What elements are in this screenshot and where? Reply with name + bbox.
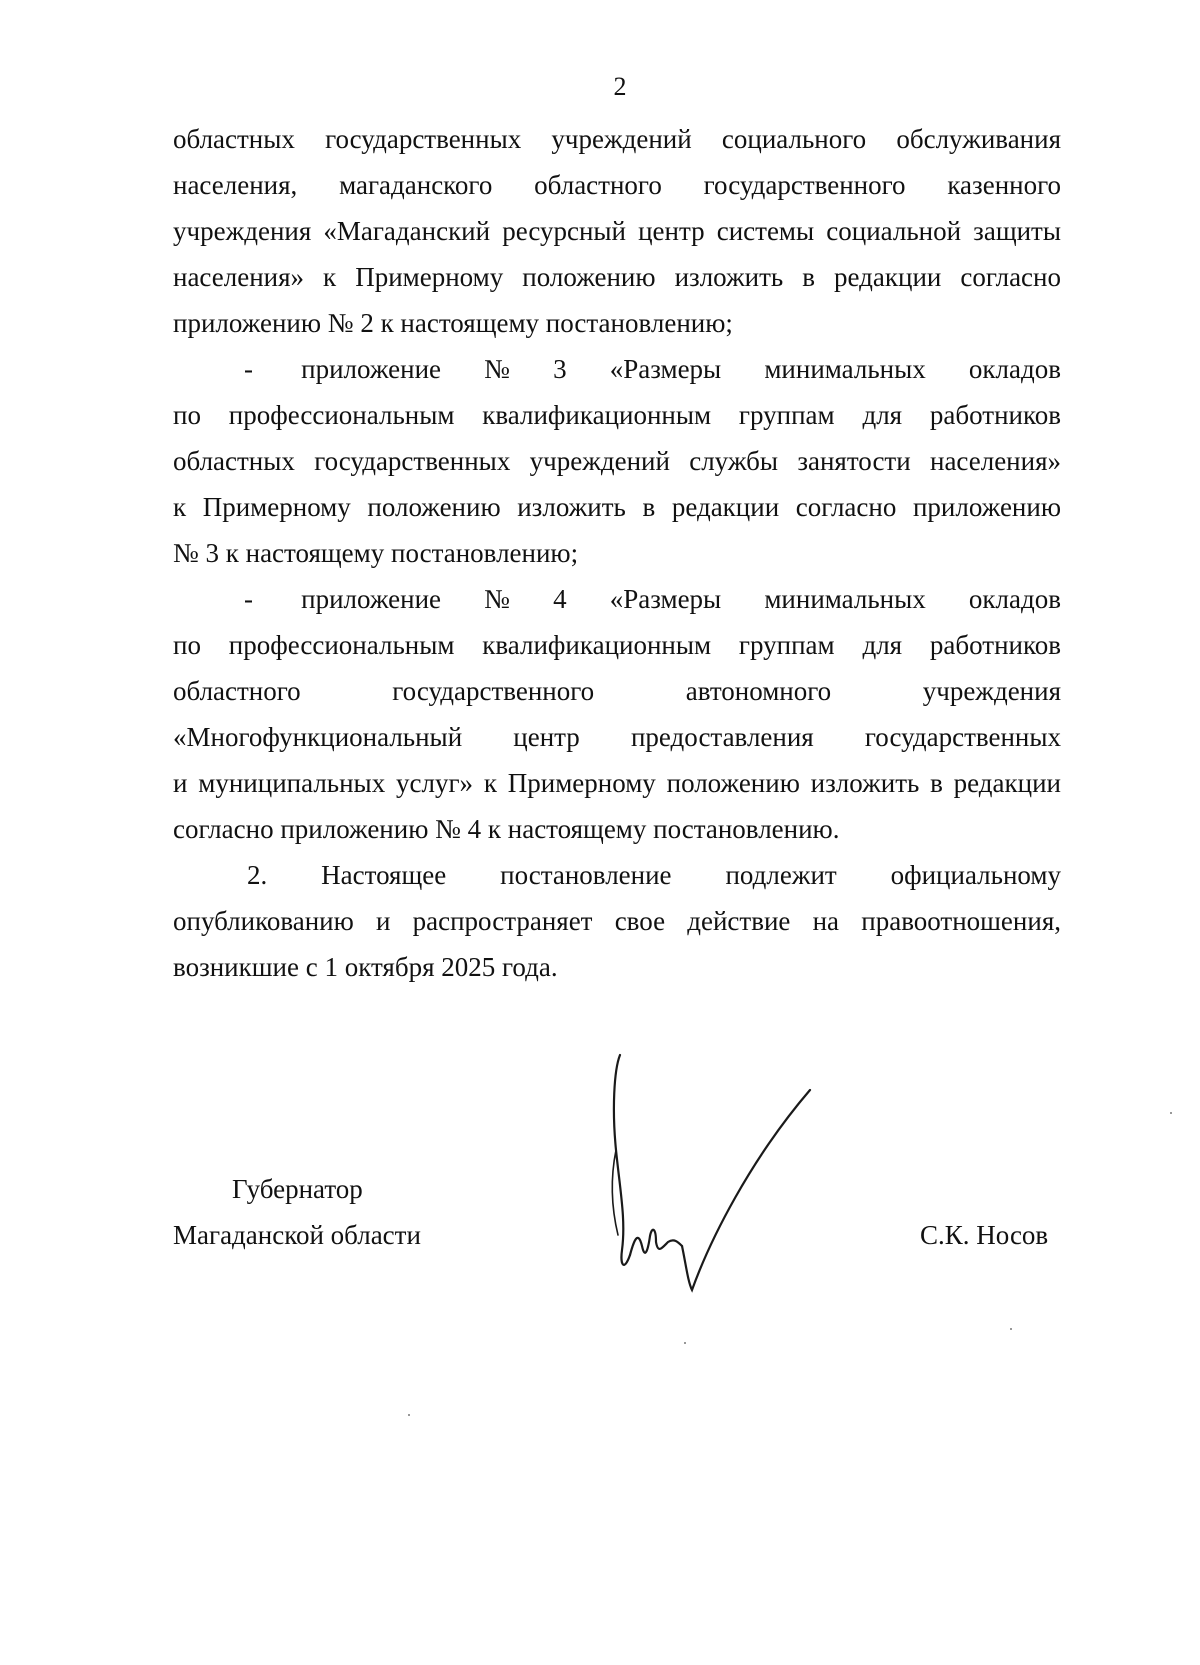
- paragraph-line: населения» к Примерному положению изложить в редакции согласно: [173, 262, 1061, 292]
- paragraph-line: по профессиональным квалификационным группам для работников: [173, 400, 1061, 430]
- paragraph-line: к Примерному положению изложить в редакции согласно приложению: [173, 492, 1061, 522]
- list-word: «Размеры: [609, 354, 722, 384]
- signatory-region: Магаданской области: [173, 1220, 421, 1250]
- list-word: №: [484, 584, 510, 614]
- paragraph-line: областных государственных учреждений социального обслуживания: [173, 124, 1061, 154]
- list-word: приложение: [301, 584, 442, 614]
- list-word: окладов: [968, 354, 1061, 384]
- paragraph-line: областного государственного автономного учреждения: [173, 676, 1061, 706]
- paragraph-line: учреждения «Магаданский ресурсный центр системы социальной защиты: [173, 216, 1061, 246]
- paragraph-line: «Многофункциональный центр предоставления государственных: [173, 722, 1061, 752]
- paragraph-line: населения, магаданского областного государственного казенного: [173, 170, 1061, 200]
- paragraph-line: возникшие с 1 октября 2025 года.: [173, 952, 558, 982]
- list-dash: -: [244, 354, 253, 384]
- list-word: минимальных: [764, 584, 926, 614]
- list-word: «Размеры: [609, 584, 722, 614]
- scan-speck: [408, 1414, 410, 1416]
- paragraph-line: по профессиональным квалификационным группам для работников: [173, 630, 1061, 660]
- signatory-name: С.К. Носов: [920, 1220, 1049, 1250]
- scan-speck: [684, 1342, 686, 1344]
- list-word: 4: [553, 584, 567, 614]
- list-word: приложение: [301, 354, 442, 384]
- page-number: 2: [613, 72, 627, 101]
- signatory-title: Губернатор: [232, 1174, 363, 1204]
- list-word: минимальных: [764, 354, 926, 384]
- list-word: 3: [553, 354, 567, 384]
- list-dash: -: [244, 584, 253, 614]
- handwritten-signature: [590, 1050, 850, 1300]
- paragraph-line: и муниципальных услуг» к Примерному положению изложить в редакции: [173, 768, 1061, 798]
- paragraph-line: опубликованию и распространяет свое действие на правоотношения,: [173, 906, 1061, 936]
- paragraph-line: областных государственных учреждений службы занятости населения»: [173, 446, 1061, 476]
- list-word: окладов: [968, 584, 1061, 614]
- scan-speck: [1170, 1112, 1172, 1114]
- paragraph-line: согласно приложению № 4 к настоящему постановлению.: [173, 814, 840, 844]
- paragraph-line: приложению № 2 к настоящему постановлению;: [173, 308, 733, 338]
- list-word: №: [484, 354, 510, 384]
- paragraph-line: 2. Настоящее постановление подлежит официальному: [247, 860, 1061, 890]
- list-item-heading: [244, 582, 1061, 616]
- paragraph-line: № 3 к настоящему постановлению;: [173, 538, 579, 568]
- list-item-heading: [244, 352, 1061, 386]
- scan-speck: [1010, 1328, 1012, 1330]
